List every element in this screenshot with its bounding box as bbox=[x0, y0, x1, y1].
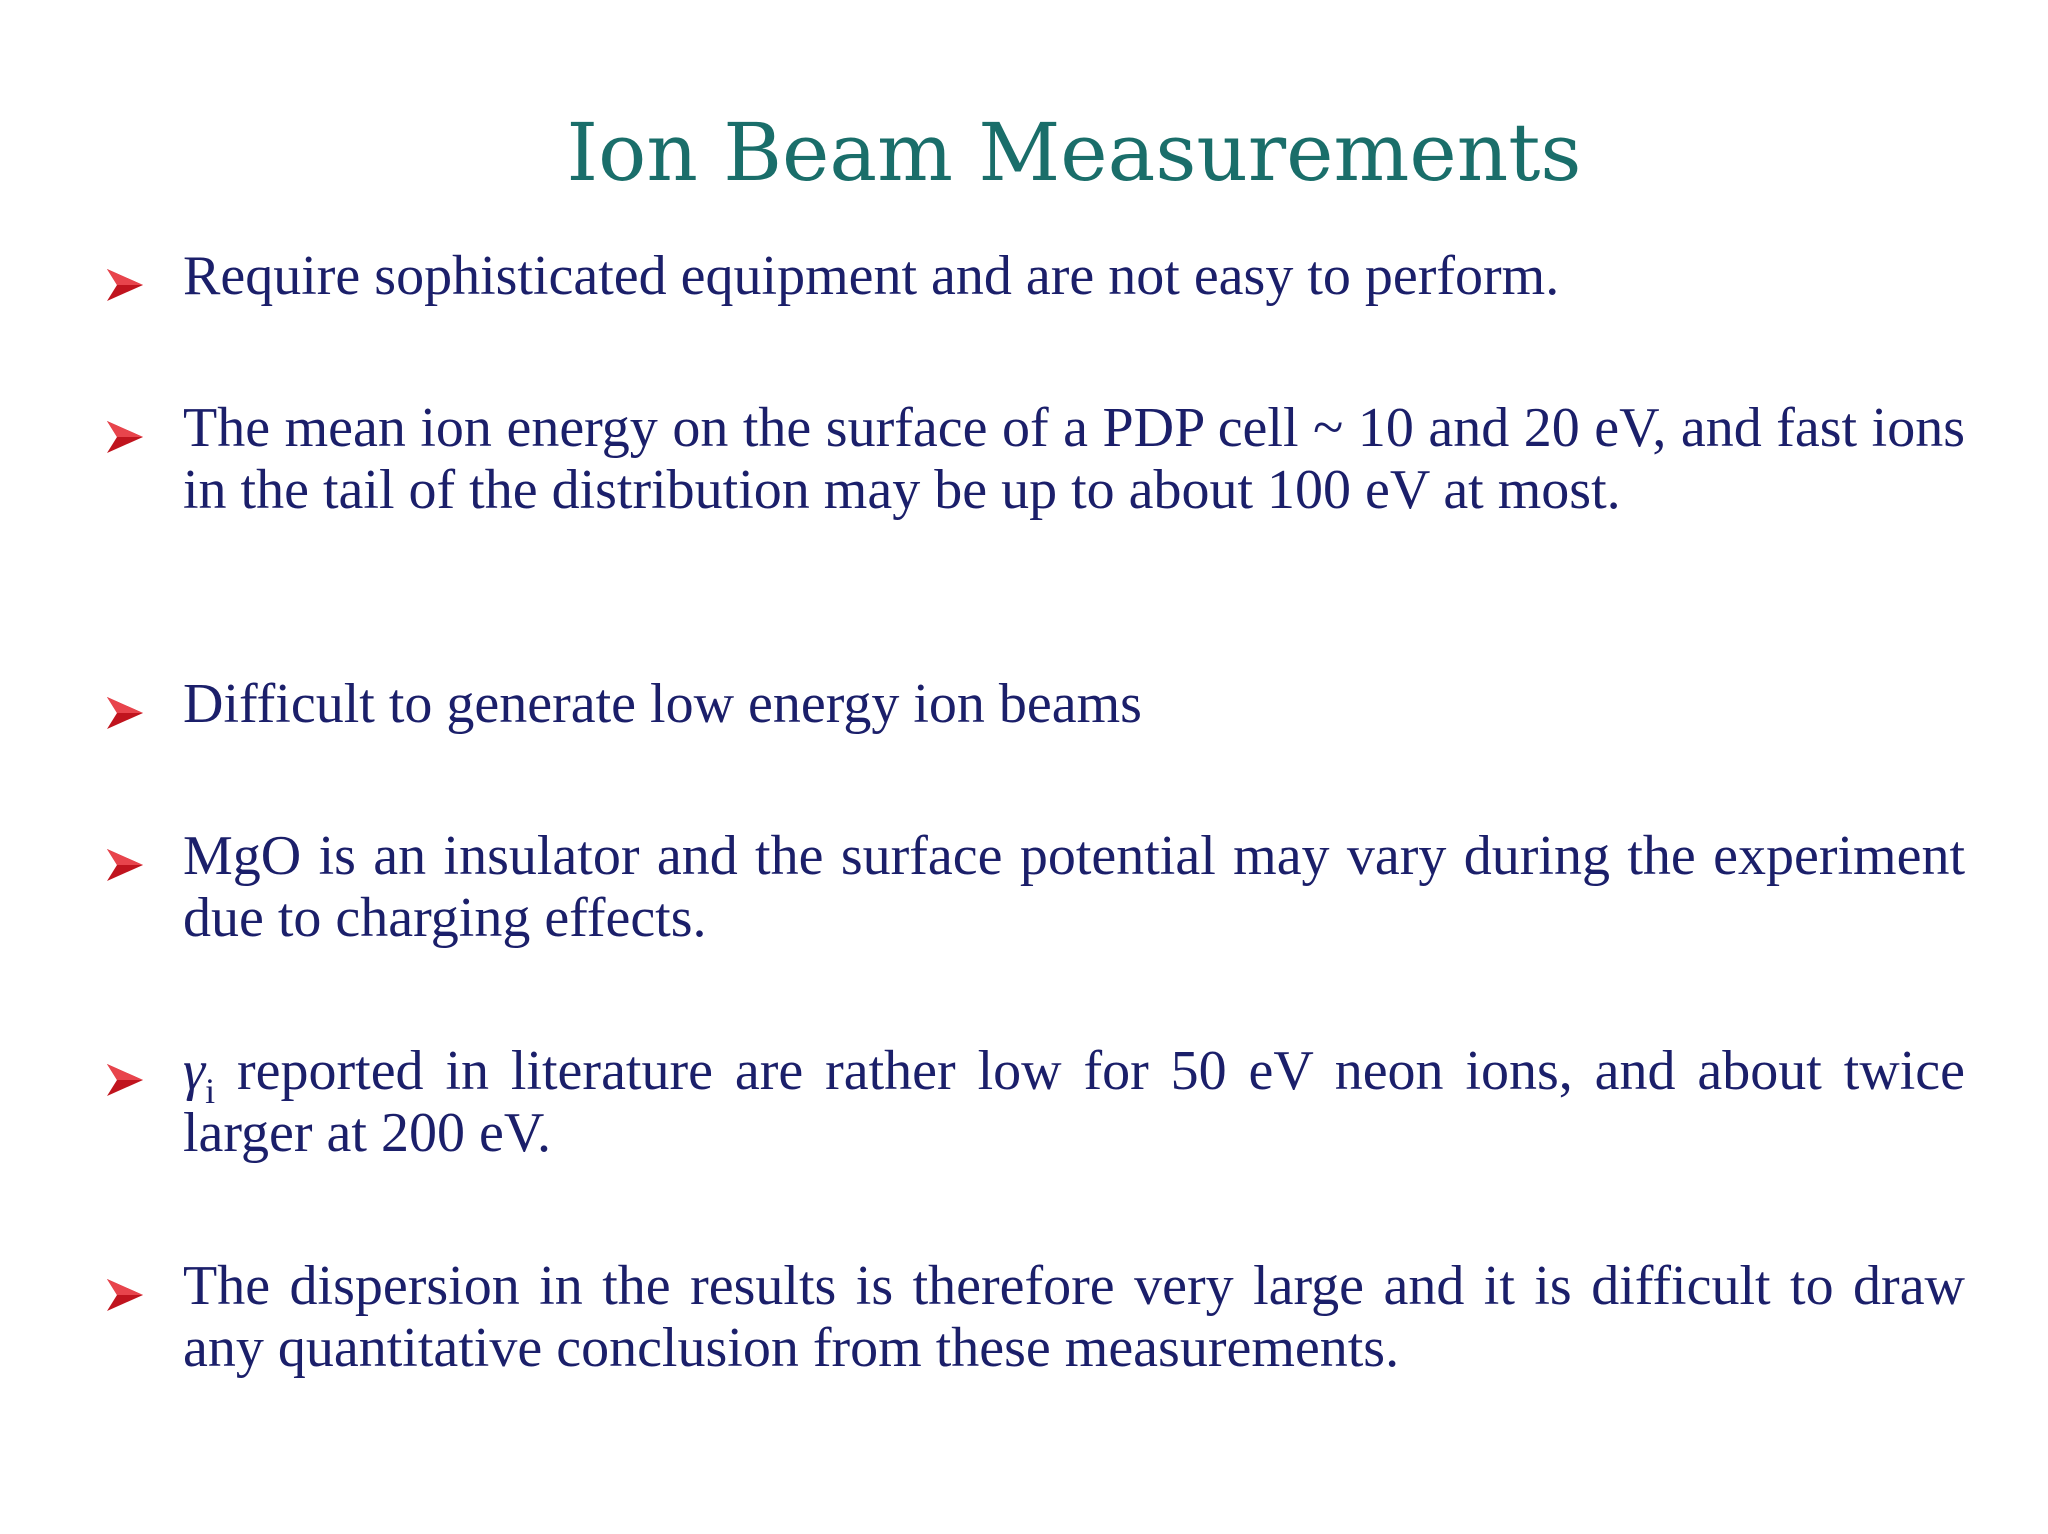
arrowhead-bullet-icon bbox=[105, 1277, 145, 1313]
bullet-text-1: Require sophisticated equipment and are not easy to perform. bbox=[183, 245, 1560, 307]
bullet-text-6: The dispersion in the results is therefore very large and it is difficult to draw any quantitative conclusion from these measurements. bbox=[183, 1255, 1965, 1379]
bullet-text-4: MgO is an insulator and the surface potential may vary during the experiment due to charging effects. bbox=[183, 825, 1965, 949]
arrowhead-bullet-icon bbox=[105, 1062, 145, 1098]
arrowhead-bullet-icon bbox=[105, 847, 145, 883]
arrowhead-bullet-icon bbox=[105, 267, 145, 303]
arrowhead-bullet-icon bbox=[105, 419, 145, 455]
bullet-text-3: Difficult to generate low energy ion beams bbox=[183, 673, 1142, 735]
bullet-text-5-body: reported in literature are rather low for 50 eV neon ions, and about twice larger at 200 eV. bbox=[183, 1040, 1965, 1164]
arrowhead-bullet-icon bbox=[105, 695, 145, 731]
bullet-text-2: The mean ion energy on the surface of a PDP cell ~ 10 and 20 eV, and fast ions in the tail of the distribution may be up to about 100 eV at most. bbox=[183, 397, 1965, 521]
gamma-subscript: i bbox=[205, 1071, 216, 1111]
slide-title: Ion Beam Measurements bbox=[566, 106, 1582, 199]
gamma-symbol: γ bbox=[183, 1040, 206, 1102]
bullet-text-5 bbox=[183, 1040, 1965, 1164]
